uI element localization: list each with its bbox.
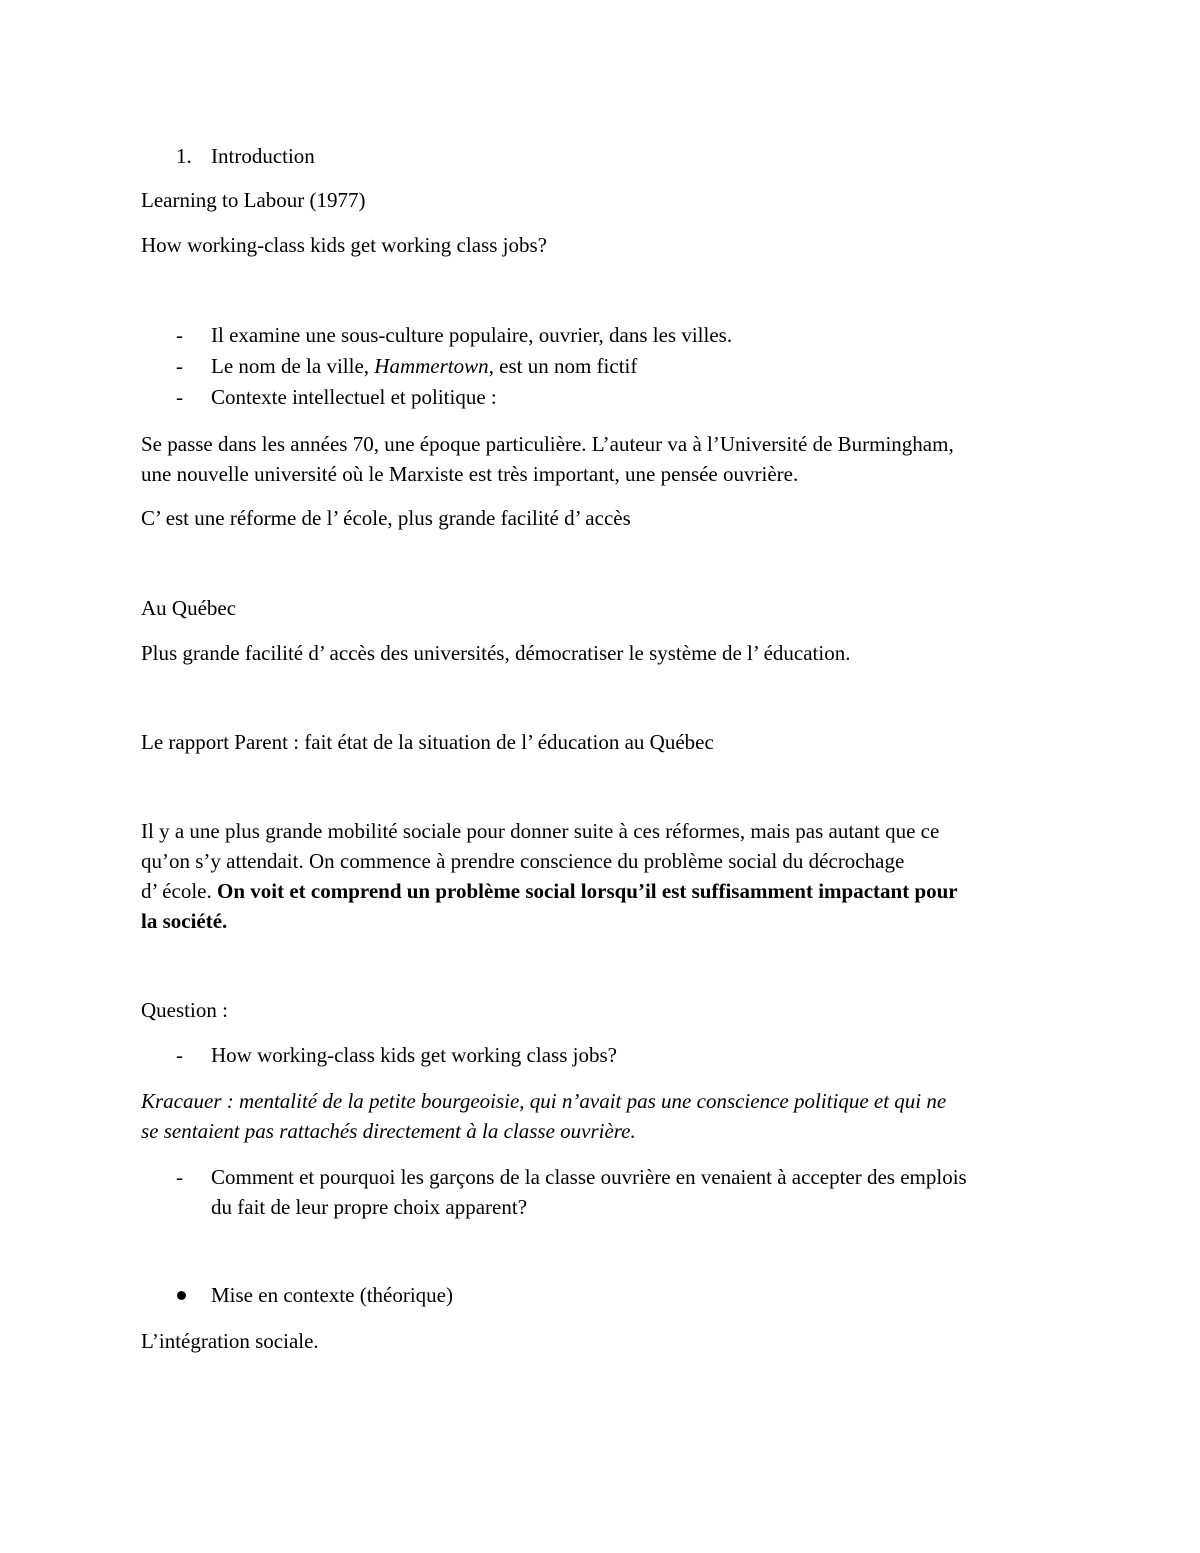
list-marker: - <box>176 1165 183 1189</box>
list-marker: - <box>176 323 183 347</box>
paragraph-line: la société. <box>141 909 228 933</box>
list-item-continuation: du fait de leur propre choix apparent? <box>211 1195 528 1219</box>
list-item: Comment et pourquoi les garçons de la classe ouvrière en venaient à accepter des emplois <box>211 1165 967 1189</box>
quote-line: se sentaient pas rattachés directement à la classe ouvrière. <box>141 1119 636 1143</box>
paragraph-line <box>141 876 1071 906</box>
text-bold: On voit et comprend un problème social lorsqu’il est suffisamment impactant pour <box>216 879 958 903</box>
paragraph: Plus grande facilité d’ accès des universités, démocratiser le système de l’ éducation. <box>141 641 851 665</box>
bullet-icon <box>177 1291 186 1300</box>
section-title: Au Québec <box>141 596 237 620</box>
list-item <box>211 351 1071 381</box>
paragraph-line: Il y a une plus grande mobilité sociale pour donner suite à ces réformes, mais pas autant que ce <box>141 819 940 843</box>
book-title: Learning to Labour (1977) <box>141 188 366 212</box>
list-marker: - <box>176 385 183 409</box>
text-normal: d’ école. <box>141 879 217 903</box>
paragraph: C’ est une réforme de l’ école, plus grande facilité d’ accès <box>141 506 631 530</box>
list-item: Contexte intellectuel et politique : <box>211 385 497 409</box>
quote-line: Kracauer : mentalité de la petite bourgeoisie, qui n’avait pas une conscience politique et qui ne <box>141 1089 947 1113</box>
list-item: How working-class kids get working class jobs? <box>211 1043 617 1067</box>
list-item: Mise en contexte (théorique) <box>211 1283 453 1307</box>
list-marker: - <box>176 354 183 378</box>
list-item-text-before: Le nom de la ville, <box>211 354 375 378</box>
list-marker: - <box>176 1043 183 1067</box>
paragraph: Le rapport Parent : fait état de la situation de l’ éducation au Québec <box>141 730 714 754</box>
heading-number: 1. <box>176 144 192 168</box>
heading-title: Introduction <box>211 144 315 168</box>
paragraph-line: une nouvelle université où le Marxiste est très important, une pensée ouvrière. <box>141 462 799 486</box>
paragraph-line: qu’on s’y attendait. On commence à prendre conscience du problème social du décrochage <box>141 849 905 873</box>
paragraph: L’intégration sociale. <box>141 1329 319 1353</box>
question-label: Question : <box>141 998 228 1022</box>
paragraph-line: Se passe dans les années 70, une époque particulière. L’auteur va à l’Université de Burmingham, <box>141 432 954 456</box>
intro-question: How working-class kids get working class jobs? <box>141 233 547 257</box>
city-name: Hammertown, <box>374 354 494 378</box>
list-item-text-after: est un nom fictif <box>493 354 638 378</box>
list-item: Il examine une sous-culture populaire, ouvrier, dans les villes. <box>211 323 733 347</box>
